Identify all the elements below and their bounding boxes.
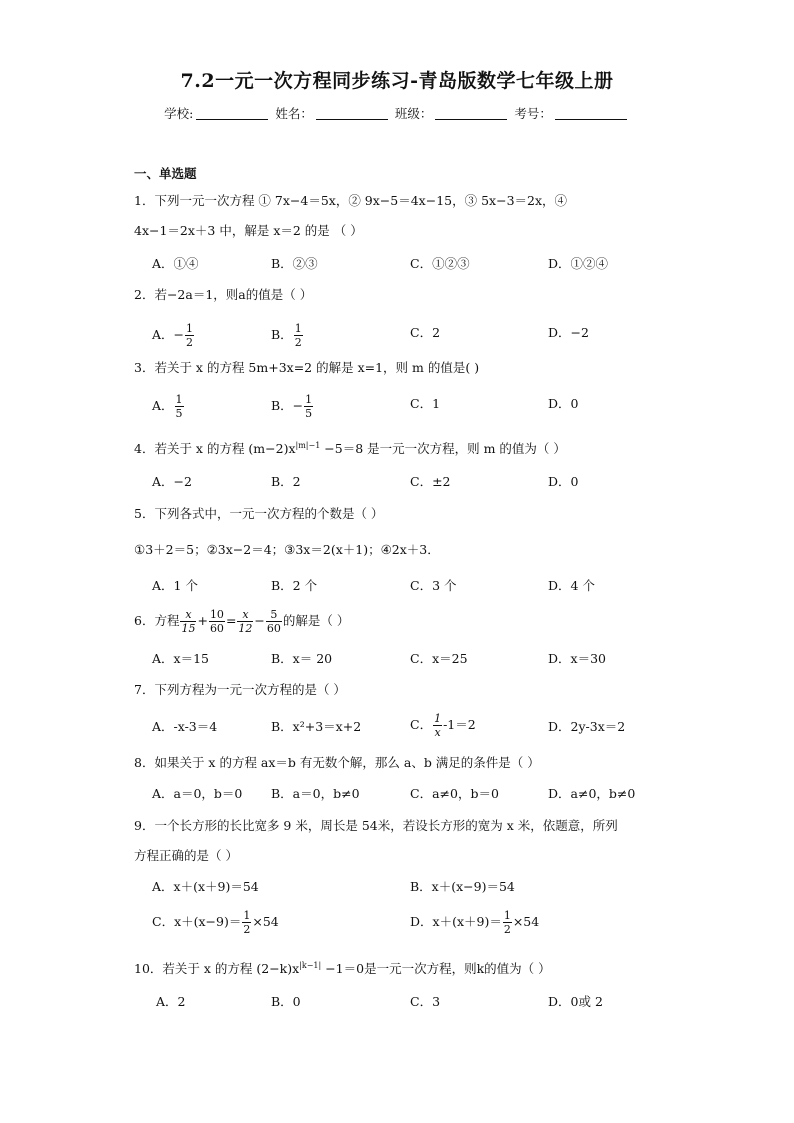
q7-option-d[interactable]: D．2y-3x＝2 [548, 719, 626, 734]
q3-option-c[interactable]: C．1 [410, 396, 441, 411]
q4-option-a[interactable]: A．−2 [152, 474, 192, 489]
q4-option-d[interactable]: D．0 [548, 474, 579, 489]
q8-option-b[interactable]: B．a＝0，b≠0 [271, 786, 360, 801]
q4-stem: 4．若关于 x 的方程 $(m-2)x^{|m|-1} -5=8$ 是一元一次方程，则 m 的值为（ ） [134, 441, 566, 457]
q8-option-a[interactable]: A．a＝0，b＝0 [152, 786, 243, 801]
school-label: 学校: [164, 106, 194, 121]
student-info [0, 104, 794, 122]
school-blank[interactable] [196, 107, 268, 120]
q7-option-b[interactable]: B．x²+3＝x+2 [271, 719, 362, 734]
page-title: 7.2一元一次方程同步练习-青岛版数学七年级上册 [180, 70, 614, 92]
q9-option-c[interactable]: C．x＋(x−9)＝ $\frac{1}{2}$ ×54 [152, 909, 279, 936]
q7-stem: 7．下列方程为一元一次方程的是（ ） [134, 682, 346, 697]
section-heading: 一、单选题 [134, 166, 197, 181]
number-label: 考号： [514, 106, 552, 121]
q6-option-a[interactable]: A．x＝15 [152, 651, 209, 666]
name-label: 姓名： [275, 106, 313, 121]
q2-option-c[interactable]: C．2 [410, 325, 441, 340]
q7-option-a[interactable]: A．-x-3＝4 [152, 719, 218, 734]
q4-option-b[interactable]: B．2 [271, 474, 301, 489]
q9-option-b[interactable]: B．x＋(x−9)＝54 [410, 879, 515, 894]
number-blank[interactable] [555, 107, 627, 120]
q10-option-d[interactable]: D．0或 2 [548, 994, 603, 1009]
q9-option-a[interactable]: A．x＋(x＋9)＝54 [152, 879, 259, 894]
q9-stem: 9．一个长方形的长比宽多 9 米，周长是 54米，若设长方形的宽为 x 米，依题意，所列 [134, 818, 618, 833]
class-blank[interactable] [435, 107, 507, 120]
q2-option-a[interactable]: A．− $\frac{1}{2}$ [152, 322, 194, 349]
q10-option-c[interactable]: C．3 [410, 994, 441, 1009]
q1-stem-line2: 4x−1＝2x＋3 中，解是 x＝2 的是 （ ） [134, 223, 363, 238]
q8-option-d[interactable]: D．a≠0，b≠0 [548, 786, 636, 801]
name-blank[interactable] [316, 107, 388, 120]
q1-option-c[interactable]: C．①②③ [410, 256, 470, 271]
q1-option-b[interactable]: B．②③ [271, 256, 318, 271]
q9-stem-line2: 方程正确的是（ ） [134, 848, 238, 863]
q7-option-c[interactable]: C． $\frac{1}{x}$ -1＝2 [410, 712, 476, 739]
q5-option-a[interactable]: A．1 个 [152, 578, 198, 593]
q1-option-a[interactable]: A．①④ [152, 256, 199, 271]
q5-stem: 5．下列各式中，一元一次方程的个数是（ ） [134, 506, 384, 521]
q5-option-c[interactable]: C．3 个 [410, 578, 457, 593]
q1-option-d[interactable]: D．①②④ [548, 256, 609, 271]
q10-option-a[interactable]: A．2 [156, 994, 186, 1009]
q2-stem: 2．若−2a＝1，则a的值是（ ） [134, 287, 313, 302]
q6-option-d[interactable]: D．x＝30 [548, 651, 606, 666]
class-label: 班级： [394, 106, 433, 121]
q8-option-c[interactable]: C．a≠0，b＝0 [410, 786, 499, 801]
q8-stem: 8．如果关于 x 的方程 ax＝b 有无数个解，那么 a、b 满足的条件是（ ） [134, 755, 540, 770]
q3-option-d[interactable]: D．0 [548, 396, 579, 411]
q3-stem: 3．若关于 x 的方程 5m+3x=2 的解是 x=1，则 m 的值是( ) [134, 360, 480, 375]
q5-items: ①3＋2＝5；②3x−2＝4；③3x＝2(x＋1)；④2x＋3． [134, 542, 440, 557]
q6-option-c[interactable]: C．x＝25 [410, 651, 468, 666]
q6-stem: 6．方程 $\frac{x}{15}$ + $\frac{10}{60}$ = $\frac{x}{12}$ − $\frac{5}{60}$ 的解是（ ） [134, 608, 350, 635]
q10-option-b[interactable]: B．0 [271, 994, 301, 1009]
q5-option-d[interactable]: D．4 个 [548, 578, 595, 593]
q4-option-c[interactable]: C．±2 [410, 474, 451, 489]
q6-option-b[interactable]: B．x＝ 20 [271, 651, 333, 666]
q3-option-a[interactable]: A． $\frac{1}{5}$ [152, 393, 183, 420]
q9-option-d[interactable]: D．x＋(x＋9)＝ $\frac{1}{2}$ ×54 [410, 909, 540, 936]
q10-stem: 10．若关于 x 的方程 $(2-k)x^{|k-1|} -1=0$是一元一次方程，则k的值为（ ） [134, 961, 551, 977]
q2-option-b[interactable]: B． $\frac{1}{2}$ [271, 322, 302, 349]
q1-stem: 1．下列一元一次方程 ① 7x−4＝5x，② 9x−5＝4x−15，③ 5x−3＝2x，④ [134, 193, 568, 208]
q2-option-d[interactable]: D．−2 [548, 325, 589, 340]
q3-option-b[interactable]: B．− $\frac{1}{5}$ [271, 393, 313, 420]
q5-option-b[interactable]: B．2 个 [271, 578, 318, 593]
